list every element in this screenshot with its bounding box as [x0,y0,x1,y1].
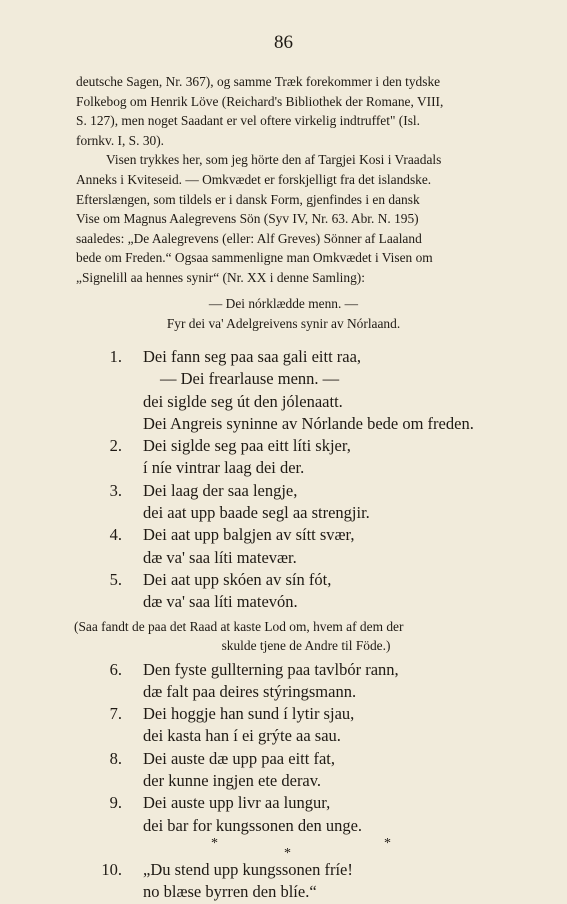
intro-line: bede om Freden.“ Ogsaa sammenligne man Omkvædet i Visen om [76,250,433,266]
intro-line: Efterslængen, som tildels er i dansk Form, gjenfindes i en dansk [76,191,420,207]
asterisk: * [384,835,391,851]
stanza-4 [76,524,536,569]
intro-line: Anneks i Kviteseid. — Omkvædet er forskjelligt fra det islandske. [76,171,432,187]
stanza-number: 5. [109,569,122,589]
stanza-8 [76,748,536,793]
verse-line: Dei Angreis syninne av Nórlande bede om freden. [143,413,474,433]
stanza-10 [76,859,536,904]
page-number: 86 [274,32,293,53]
stanza-number: 3. [109,480,122,500]
verse-line: dæ va' saa líti matevón. [143,592,298,612]
stanza-number: 10. [101,859,122,879]
intro-line: „Signelill aa hennes synir“ (Nr. XX i denne Samling): [76,269,365,285]
verses [76,346,536,904]
verse-line: dei bar for kungssonen den unge. [143,815,363,835]
verse-line: í níe vintrar laag dei der. [143,458,305,478]
verse-line: dei aat upp baade segl aa strengjir. [143,503,370,523]
song-title: Fyr dei va' Adelgreivens synir av Nórlaand. [166,316,401,331]
verse-line: Dei siglde seg paa eitt líti skjer, [143,436,351,456]
verse-line: Dei fann seg paa saa gali eitt raa, [143,347,362,366]
verse-line: Dei laag der saa lengje, [143,480,298,500]
stanza-number: 6. [109,659,122,679]
intro-line: saaledes: „De Aalegrevens (eller: Alf Greves) Sönner af Laaland [76,230,422,246]
verse-line: Den fyste gullterning paa tavlbór rann, [143,659,399,679]
intro-line: Visen trykkes her, som jeg hörte den af Targjei Kosi i Vraadals [106,152,442,168]
stanza-5 [76,569,536,614]
refrain-heading: — Dei nórklædde menn. — [208,296,359,311]
asterisk: * [211,835,218,851]
intro-line: S. 127), men noget Saadant er vel oftere virkelig indtruffet" (Isl. [76,113,420,129]
verse-line: dæ va' saa líti matevær. [143,547,297,567]
verse-line: dæ falt paa deires stýringsmann. [143,681,357,701]
note-line: skulde tjene de Andre til Föde.) [221,637,391,653]
stanza-number: 9. [109,793,122,813]
asterism [76,835,536,861]
stanza-1 [76,346,536,435]
verse-line: Dei auste dæ upp paa eitt fat, [143,748,335,768]
intro-line: Folkebog om Henrik Löve (Reichard's Bibliothek der Romane, VIII, [76,93,444,109]
refrain-line: — Dei frearlause menn. — [160,369,340,389]
stanza-number: 2. [109,436,122,456]
verse-line: Dei hoggje han sund í lytir sjau, [143,704,355,724]
stanza-number: 7. [109,704,122,724]
stanza-number: 1. [109,347,122,366]
stanza-7 [76,703,536,748]
stanza-9 [76,792,536,837]
verse-line: dei kasta han í ei grýte aa sau. [143,726,341,746]
verse-line: der kunne ingjen ete derav. [143,771,322,791]
verse-line: „Du stend upp kungssonen fríe! [143,859,353,879]
stanza-6 [76,659,536,704]
note-line: (Saa fandt de paa det Raad at kaste Lod om, hvem af dem der [74,618,404,634]
intro-line: Vise om Magnus Aalegrevens Sön (Syv IV, Nr. 63. Abr. N. 195) [76,211,419,227]
stanza-3 [76,480,536,525]
stanza-number: 8. [109,748,122,768]
verse-line: Dei aat upp balgjen av sítt svær, [143,525,355,545]
intro-paragraph [76,72,531,288]
stanza-2 [76,435,536,480]
intro-line: deutsche Sagen, Nr. 367), og samme Træk forekommer i den tydske [76,74,441,89]
verse-line: Dei auste upp livr aa lungur, [143,793,331,813]
stanza-number: 4. [109,525,122,545]
verse-line: Dei aat upp skóen av sín fót, [143,569,332,589]
prose-note [76,614,536,659]
verse-line: dei siglde seg út den jólenaatt. [143,391,343,411]
intro-line: fornkv. I, S. 30). [76,132,165,148]
verse-line: no blæse byrren den blíe.“ [143,882,317,902]
asterisk: * [284,845,291,861]
